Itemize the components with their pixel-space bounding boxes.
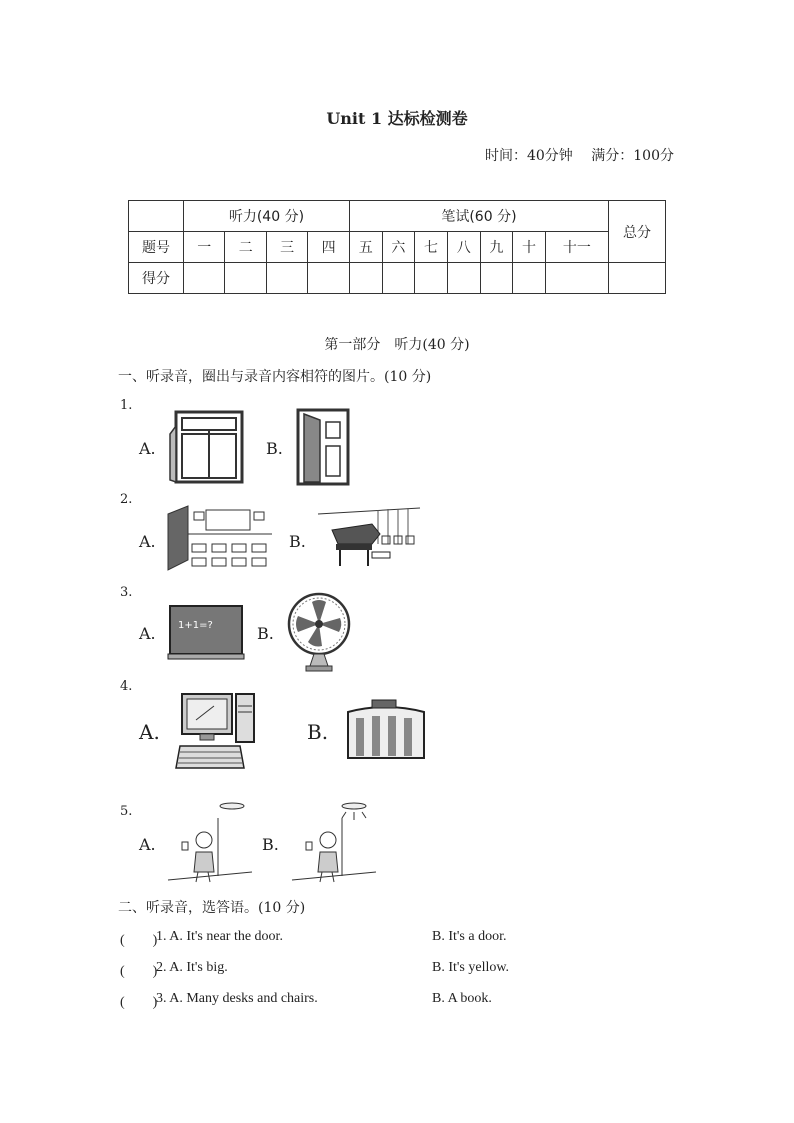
score-cell[interactable] [225, 263, 266, 294]
item-number: 4. [120, 679, 133, 694]
teachers-desk-icon[interactable] [344, 698, 428, 762]
full-score: 满分：100分 [591, 148, 674, 164]
answer-paren[interactable]: ( ) [120, 964, 158, 979]
page-title: Unit 1 达标检测卷 [326, 109, 468, 128]
option-b-label[interactable]: B. [266, 439, 283, 458]
option-a-label[interactable]: A. [139, 624, 156, 643]
score-label: 得分 [129, 263, 184, 294]
score-cell[interactable] [266, 263, 307, 294]
exam-meta [471, 145, 674, 165]
option-b-label[interactable]: B. [289, 532, 306, 551]
time-limit: 时间：40分钟 [484, 148, 573, 164]
question-number: 一 [184, 232, 225, 263]
listening-header: 听力(40 分) [184, 201, 350, 232]
score-cell[interactable] [308, 263, 350, 294]
light-on-icon[interactable] [292, 800, 376, 884]
question-label: 题号 [129, 232, 184, 263]
answer-paren[interactable]: ( ) [120, 995, 158, 1010]
question-option-b: B. It's a door. [432, 929, 507, 944]
question-option-a: 3. A. Many desks and chairs. [156, 991, 318, 1006]
blackboard-icon[interactable] [168, 606, 244, 660]
question-number: 十一 [545, 232, 608, 263]
score-table [128, 200, 666, 294]
question-number: 四 [308, 232, 350, 263]
item-number: 1. [120, 398, 133, 413]
corner-cell [129, 201, 184, 232]
question-number: 十 [513, 232, 546, 263]
option-b-label[interactable]: B. [262, 835, 279, 854]
option-b-label[interactable]: B. [307, 720, 329, 744]
score-cell[interactable] [609, 263, 666, 294]
score-cell[interactable] [382, 263, 415, 294]
window-icon[interactable] [170, 410, 244, 484]
section1-heading: 一、听录音，圈出与录音内容相符的图片。(10 分) [118, 369, 432, 385]
music-room-icon[interactable] [318, 504, 420, 576]
question-option-a: 1. A. It's near the door. [156, 929, 283, 944]
question-option-b: B. A book. [432, 991, 492, 1006]
score-cell[interactable] [415, 263, 448, 294]
classroom-icon[interactable] [168, 504, 272, 574]
score-cell[interactable] [513, 263, 546, 294]
question-number: 三 [266, 232, 307, 263]
option-a-label[interactable]: A. [139, 532, 156, 551]
item-number: 5. [120, 804, 133, 819]
answer-paren[interactable]: ( ) [120, 933, 158, 948]
question-number: 七 [415, 232, 448, 263]
part-title: 第一部分 听力(40 分) [324, 337, 470, 353]
light-off-icon[interactable] [168, 800, 252, 884]
section2-heading: 二、听录音，选答语。(10 分) [118, 900, 306, 916]
option-a-label[interactable]: A. [139, 439, 156, 458]
computer-icon[interactable] [176, 692, 258, 772]
item-number: 2. [120, 492, 133, 507]
question-number: 五 [349, 232, 382, 263]
fan-icon[interactable] [286, 592, 354, 672]
option-a-label[interactable]: A. [139, 720, 160, 744]
question-option-a: 2. A. It's big. [156, 960, 228, 975]
question-number: 八 [447, 232, 480, 263]
writing-header: 笔试(60 分) [349, 201, 608, 232]
score-cell[interactable] [545, 263, 608, 294]
board-text: 1+1=? [178, 620, 213, 631]
door-icon[interactable] [296, 408, 356, 486]
question-number: 二 [225, 232, 266, 263]
score-cell[interactable] [349, 263, 382, 294]
question-number: 九 [480, 232, 513, 263]
total-header: 总分 [609, 201, 666, 263]
score-cell[interactable] [480, 263, 513, 294]
question-option-b: B. It's yellow. [432, 960, 510, 975]
item-number: 3. [120, 585, 133, 600]
question-number: 六 [382, 232, 415, 263]
score-cell[interactable] [447, 263, 480, 294]
option-b-label[interactable]: B. [257, 624, 274, 643]
option-a-label[interactable]: A. [139, 835, 156, 854]
score-cell[interactable] [184, 263, 225, 294]
